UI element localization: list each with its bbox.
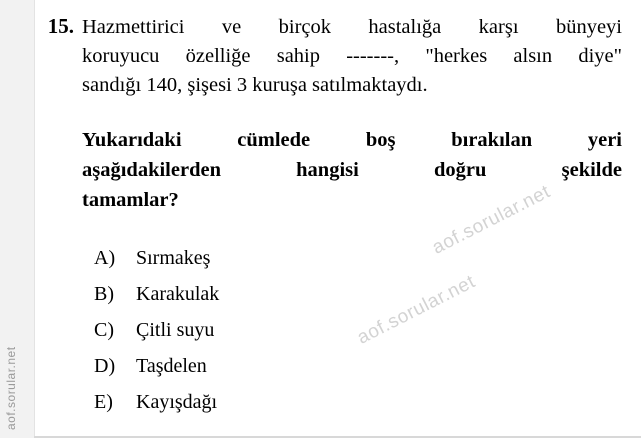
choice-letter: C)	[94, 319, 114, 341]
question-body	[82, 13, 622, 215]
stem-line: sandığı 140, şişesi 3 kuruşa satılmaktaydı.	[82, 74, 428, 96]
choice-e[interactable]	[94, 384, 594, 420]
stem-line: Hazmettirici ve birçok hastalığa karşı bünyeyi	[82, 16, 622, 38]
prompt-line: tamamlar?	[82, 189, 179, 211]
choice-text: Çitli suyu	[136, 319, 215, 341]
choice-d[interactable]	[94, 348, 594, 384]
choice-letter: A)	[94, 247, 116, 269]
choice-letter: B)	[94, 283, 114, 305]
choice-text: Karakulak	[136, 283, 220, 305]
choice-letter: E)	[94, 391, 113, 413]
sidebar-watermark: aof.sorular.net	[4, 346, 18, 430]
stem-line: koruyucu özelliğe sahip -------, "herkes alsın diye"	[82, 45, 622, 67]
prompt-line: aşağıdakilerden hangisi doğru şekilde	[82, 159, 622, 181]
prompt-line: Yukarıdaki cümlede boş bırakılan yeri	[82, 129, 622, 151]
choice-letter: D)	[94, 355, 116, 377]
choice-text: Kayışdağı	[136, 391, 218, 413]
question-stem	[82, 13, 622, 100]
answer-choices	[94, 240, 594, 420]
choice-c[interactable]	[94, 312, 594, 348]
diagonal-watermark-2: aof.sorular.net	[354, 271, 479, 349]
choice-a[interactable]	[94, 240, 594, 276]
question-number: 15.	[47, 14, 74, 38]
choice-text: Sırmakeş	[136, 247, 211, 269]
question-prompt	[82, 125, 622, 215]
diagonal-watermark-1: aof.sorular.net	[429, 181, 554, 259]
question-content	[34, 0, 641, 438]
left-gutter	[0, 0, 35, 438]
choice-text: Taşdelen	[136, 355, 207, 377]
choice-b[interactable]	[94, 276, 594, 312]
